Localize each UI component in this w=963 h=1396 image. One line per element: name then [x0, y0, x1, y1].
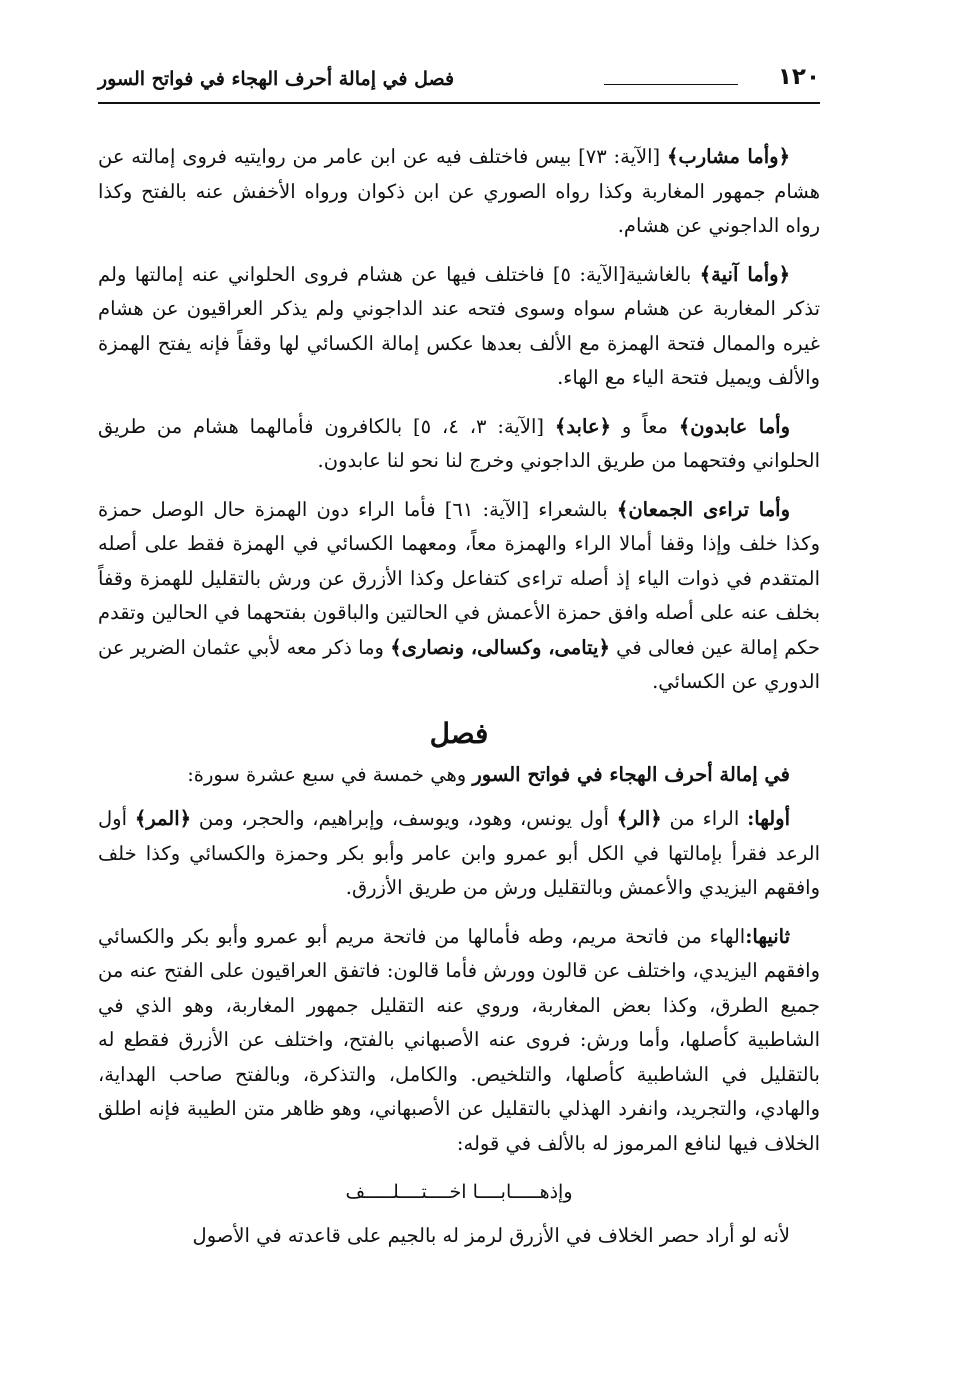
- quran-term: ﴿وأما مشارب﴾: [666, 145, 791, 168]
- quran-term: ﴿يتامى، وكسالى، ونصارى﴾: [390, 635, 610, 659]
- paragraph-text: أول الرعد فقرأ بإمالتها في الكل أبو عمرو وابن عامر وأبو بكر وحمزة والكسائي وكذا خلف وافقهم اليزيدي والأعمش وبالتقليل ورش من طريق الأزرق.: [98, 807, 820, 899]
- paragraph-text: بالغاشية[الآية: ٥] فاختلف فيها عن هشام فروى الحلواني عنه إمالتها ولم تذكر المغاربة عن هشام سواه وسوى فتحه عند الداجوني ولم يذكر العراقيون عن هشام غيره والممال فتحة الهمزة مع الألف بعدها عكس إمالة الكسائي لها وقفاً فإنه يفتح الهمزة والألف ويميل فتحة الياء مع الهاء.: [98, 262, 820, 389]
- quran-term: وأما عابدون﴾: [678, 414, 790, 438]
- quran-term: ﴿الر﴾: [616, 807, 662, 830]
- quran-term: ﴿المر﴾: [134, 807, 192, 830]
- quran-term: ﴿وأما آنية﴾: [699, 262, 790, 286]
- page-number: ١٢٠: [777, 64, 820, 90]
- paragraph-aniya: [98, 258, 820, 396]
- section-subtitle-rest: وهي خمسة في سبع عشرة سورة:: [187, 762, 473, 786]
- paragraph-text: وما ذكر معه لأبي عثمان الضرير عن الدوري عن الكسائي.: [98, 635, 820, 693]
- paragraph-conclusion: [98, 1219, 820, 1254]
- quran-term: ﴿عابد﴾: [554, 414, 611, 438]
- paragraph-text: أول يونس، وهود، ويوسف، وإبراهيم، والحجر، ومن: [191, 807, 617, 830]
- section-subtitle-bold: في إمالة أحرف الهجاء في فواتح السور: [472, 762, 790, 786]
- paragraph-text: [الآية: ٣، ٤، ٥] بالكافرون فأمالهما هشام من طريق الحلواني وفتحهما من طريق الداجوني وخرج لنا نحو لنا عابدون.: [98, 414, 820, 472]
- section-subtitle: [98, 758, 820, 793]
- paragraph-text: معاً و: [610, 414, 679, 438]
- paragraph-first: [98, 802, 820, 906]
- item-lead: ثانيها:: [745, 924, 790, 948]
- section-title: فصل: [429, 716, 489, 750]
- verse-quote: وإذهـــــابــــا اخــــتــــلـــــف: [345, 1181, 573, 1203]
- running-head-title: فصل في إمالة أحرف الهجاء في فواتح السور: [98, 68, 455, 90]
- paragraph-taraa: [98, 493, 820, 700]
- paragraph-mashareb: [98, 140, 820, 244]
- header-rule-short: [604, 84, 738, 85]
- paragraph-text: لأنه لو أراد حصر الخلاف في الأزرق لرمز له بالجيم على قاعدته في الأصول: [192, 1224, 790, 1247]
- paragraph-second: [98, 920, 820, 1162]
- quran-term: وأما تراءى الجمعان﴾: [616, 497, 790, 521]
- paragraph-text: الهاء من فاتحة مريم، وطه فأمالها من فاتحة مريم أبو عمرو وأبو بكر والكسائي وافقهم اليزيدي، واختلف عن قالون وورش فأما قالون: فاتفق العراقيون على الفتح عنه من جميع الطرق، وكذا بعض المغاربة، وروي عنه التقليل جمهور المغاربة، وهو الذي في الشاطبية كأصلها، وأما ورش: فروى عنه الأصبهاني بالفتح، واختلف عن الأزرق فقطع له بالتقليل في الشاطبية كأصلها، والتلخيص. والكامل، والتذكرة، وبالفتح صاحب الهداية، والهادي، والتجريد، وانفرد الهذلي بالتقليل عن الأصبهاني، وهو ظاهر متن الطيبة فإنه اطلق الخلاف فيها لنافع المرموز له بالألف في قوله:: [98, 924, 820, 1155]
- item-lead: أولها:: [747, 807, 790, 830]
- running-head: [98, 62, 820, 102]
- paragraph-abidun: [98, 410, 820, 479]
- header-rule: [98, 102, 820, 104]
- paragraph-text: بالشعراء [الآية: ٦١] فأما الراء دون الهمزة حال الوصل حمزة وكذا خلف وإذا وقفا أمالا الراء والهمزة معاً، ومعهما الكسائي في الهمزة فقط على أصله المتقدم في ذوات الياء إذ أصله تراءى كتفاعل وكذا الأزرق عن ورش بالتقليل للهمزة وقفاً بخلف عنه على أصله وافق حمزة الأعمش في الحالتين والباقون بفتحهما في الحالين وتقدم حكم إمالة عين فعالى في: [98, 497, 821, 659]
- paragraph-text: الراء من: [661, 807, 748, 830]
- page-body: [98, 140, 820, 1268]
- paragraph-text: [الآية: ٧٣] بيس فاختلف فيه عن ابن عامر من روايتيه فروى إمالته عن هشام جمهور المغاربة وكذا رواه الصوري عن ابن ذكوان ورواه الأخفش عنه بالفتح وكذا رواه الداجوني عن هشام.: [98, 145, 820, 237]
- book-page: [98, 62, 820, 1362]
